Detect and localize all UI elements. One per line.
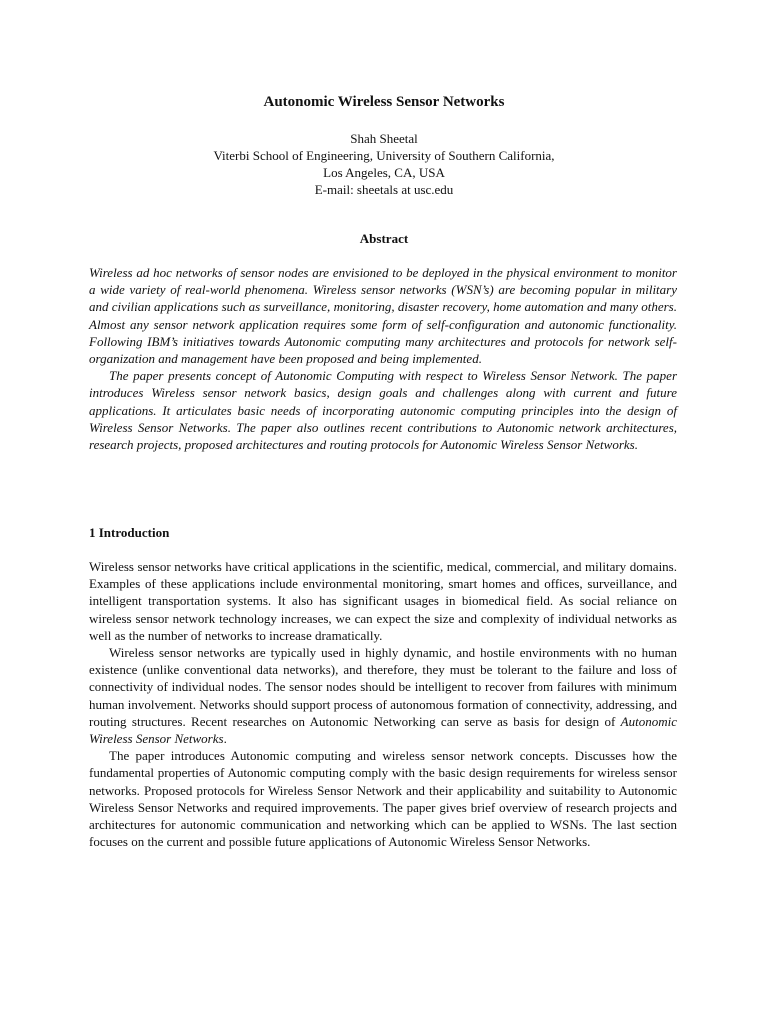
- author-affiliation: Viterbi School of Engineering, University of Southern California,: [213, 148, 555, 163]
- abstract-heading: Abstract: [359, 231, 409, 246]
- abstract-body: [89, 264, 677, 453]
- intro-paragraph-1: Wireless sensor networks have critical applications in the scientific, medical, commercial, and military domains. Examples of these applications include environmental monitoring, smart homes and offices, surveillance, and intelligent transportation systems. It also has significant usages in biomedical field. As social reliance on wireless sensor network technology increases, we can expect the size and complexity of individual networks as well as the number of networks to increase dramatically.: [89, 559, 677, 643]
- abstract-paragraph-1: Wireless ad hoc networks of sensor nodes are envisioned to be deployed in the physical environment to monitor a wide variety of real-world phenomena. Wireless sensor networks (WSN’s) are becoming popular in military and civilian applications such as surveillance, monitoring, disaster recovery, home automation and many others. Almost any sensor network application requires some form of self-configuration and autonomic functionality. Following IBM’s initiatives towards Autonomic computing many architectures and protocols for network self-organization and management have been proposed and being implemented.: [89, 265, 677, 367]
- abstract-paragraph-2: The paper presents concept of Autonomic Computing with respect to Wireless Sensor Network. The paper introduces Wireless sensor network basics, design goals and challenges along with current and future applications. It articulates basic needs of incorporating autonomic computing principles into the design of Wireless Sensor Networks. The paper also outlines recent contributions to Autonomic network architectures, research projects, proposed architectures and routing protocols for Autonomic Wireless Sensor Networks.: [89, 368, 677, 453]
- intro-paragraph-2-end: .: [223, 731, 227, 747]
- introduction-body: [89, 558, 677, 850]
- intro-paragraph-2-text: Wireless sensor networks are typically used in highly dynamic, and hostile environments with no human existence (unlike conventional data networks), and therefore, they must be tolerant to the failure and loss of connectivity of individual nodes. The sensor nodes should be intelligent to recover from failures with minimum human involvement. Networks should support process of autonomous formation of connectivity, addressing, and routing structures. Recent researches on Autonomic Networking can serve as basis for design of: [89, 645, 677, 729]
- section-heading-introduction: 1 Introduction: [89, 525, 170, 540]
- author-location: Los Angeles, CA, USA: [323, 165, 445, 180]
- intro-paragraph-3: The paper introduces Autonomic computing and wireless sensor network concepts. Discusses how the fundamental properties of Autonomic computing comply with the basic design requirements for wireless sensor networks. Proposed protocols for Wireless Sensor Network and their applicability and suitability to Autonomic Wireless Sensor Networks and required improvements. The paper gives brief overview of research projects and architectures for autonomic communication and networking which can be applied to WSNs. The last section focuses on the current and possible future applications of Autonomic Wireless Sensor Networks.: [89, 748, 677, 850]
- author-name: Shah Sheetal: [350, 131, 418, 146]
- paper-title: Autonomic Wireless Sensor Networks: [263, 94, 505, 110]
- author-block: [0, 130, 768, 198]
- intro-paragraph-2: [89, 644, 677, 747]
- author-email: E-mail: sheetals at usc.edu: [314, 182, 454, 197]
- intro-paragraph-2-emphasis: Autonomic Wireless Sensor Networks: [89, 713, 677, 747]
